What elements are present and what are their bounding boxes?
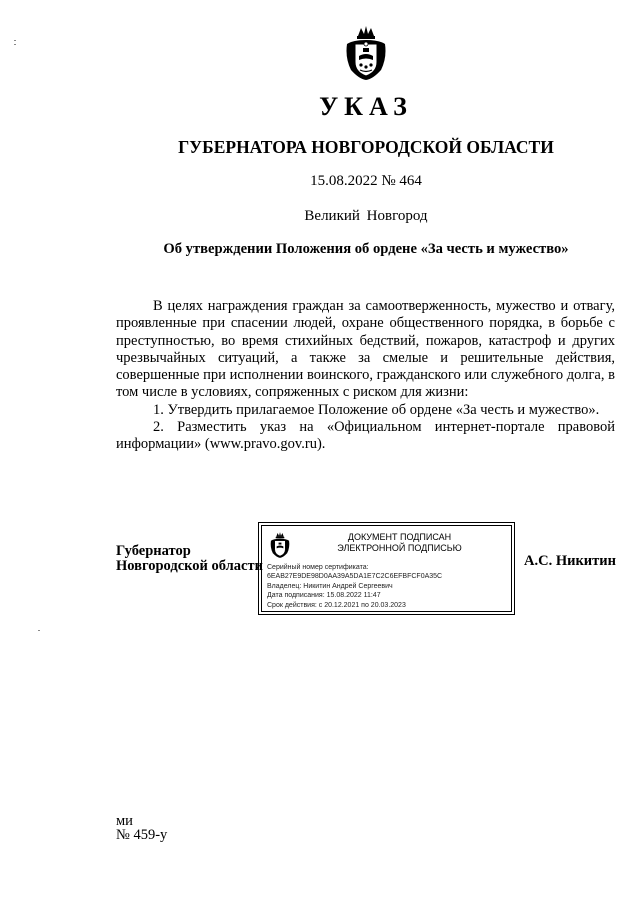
- document-date-number: 15.08.2022 № 464: [310, 173, 422, 189]
- document-city: Великий Новгород: [304, 208, 428, 224]
- stamp-validity: Срок действия: с 20.12.2021 по 20.03.2023: [267, 601, 406, 609]
- body-paragraph-item-1: 1. Утвердить прилагаемое Положение об ордене «За честь и мужество».: [153, 401, 600, 418]
- stamp-heading-line2: ЭЛЕКТРОННОЙ ПОДПИСЬЮ: [337, 542, 462, 553]
- scan-mark: [14, 44, 16, 45]
- footer-registration-number: № 459-у: [116, 827, 168, 843]
- stamp-serial-number: 6EAB27E9DE98D0AA39A5DA1E7C2C6EFBFCF0A35C: [267, 573, 443, 581]
- stamp-signed-date: Дата подписания: 15.08.2022 11:47: [267, 592, 381, 600]
- stamp-heading: [262, 532, 515, 553]
- body-paragraph-preamble: В целях награждения граждан за самоотверженность, мужество и отвагу, проявленные при спасении людей, охране общественного порядка, в борьбе с преступностью, во время стихийных бедствий, пожаров, катастроф и других чрезвычайных ситуаций, а также за смелые и решительные действия, совершенные при исполнении воинского, гражданского или служебного долга, в том числе в условиях, сопряженных с риском для жизни:: [116, 298, 615, 401]
- coat-of-arms-emblem: [343, 24, 389, 82]
- electronic-signature-stamp: [258, 522, 515, 615]
- footer-initials: ми: [116, 813, 133, 829]
- document-footer: [116, 814, 167, 842]
- document-issuer: ГУБЕРНАТОРА НОВГОРОДСКОЙ ОБЛАСТИ: [178, 137, 554, 157]
- signatory-name: А.С. Никитин: [524, 553, 616, 569]
- stamp-owner: Владелец: Никитин Андрей Сергеевич: [267, 582, 393, 590]
- stamp-serial-label: Серийный номер сертификата:: [267, 564, 369, 571]
- signatory-title-line1: Губернатор: [116, 543, 191, 559]
- signatory-title: [116, 544, 263, 574]
- signatory-title-line2: Новгородской области: [116, 558, 263, 574]
- body-paragraph-item-2: 2. Разместить указ на «Официальном интернет-портале правовой информации» (www.pravo.gov.ru).: [116, 419, 615, 453]
- stamp-details: [267, 563, 442, 610]
- scan-mark: [14, 40, 16, 41]
- document-subject: Об утверждении Положения об ордене «За честь и мужество»: [163, 241, 569, 257]
- stamp-heading-line1: ДОКУМЕНТ ПОДПИСАН: [347, 532, 452, 542]
- document-body: [116, 298, 615, 454]
- document-title: УКАЗ: [319, 92, 413, 121]
- scan-mark: [38, 630, 40, 631]
